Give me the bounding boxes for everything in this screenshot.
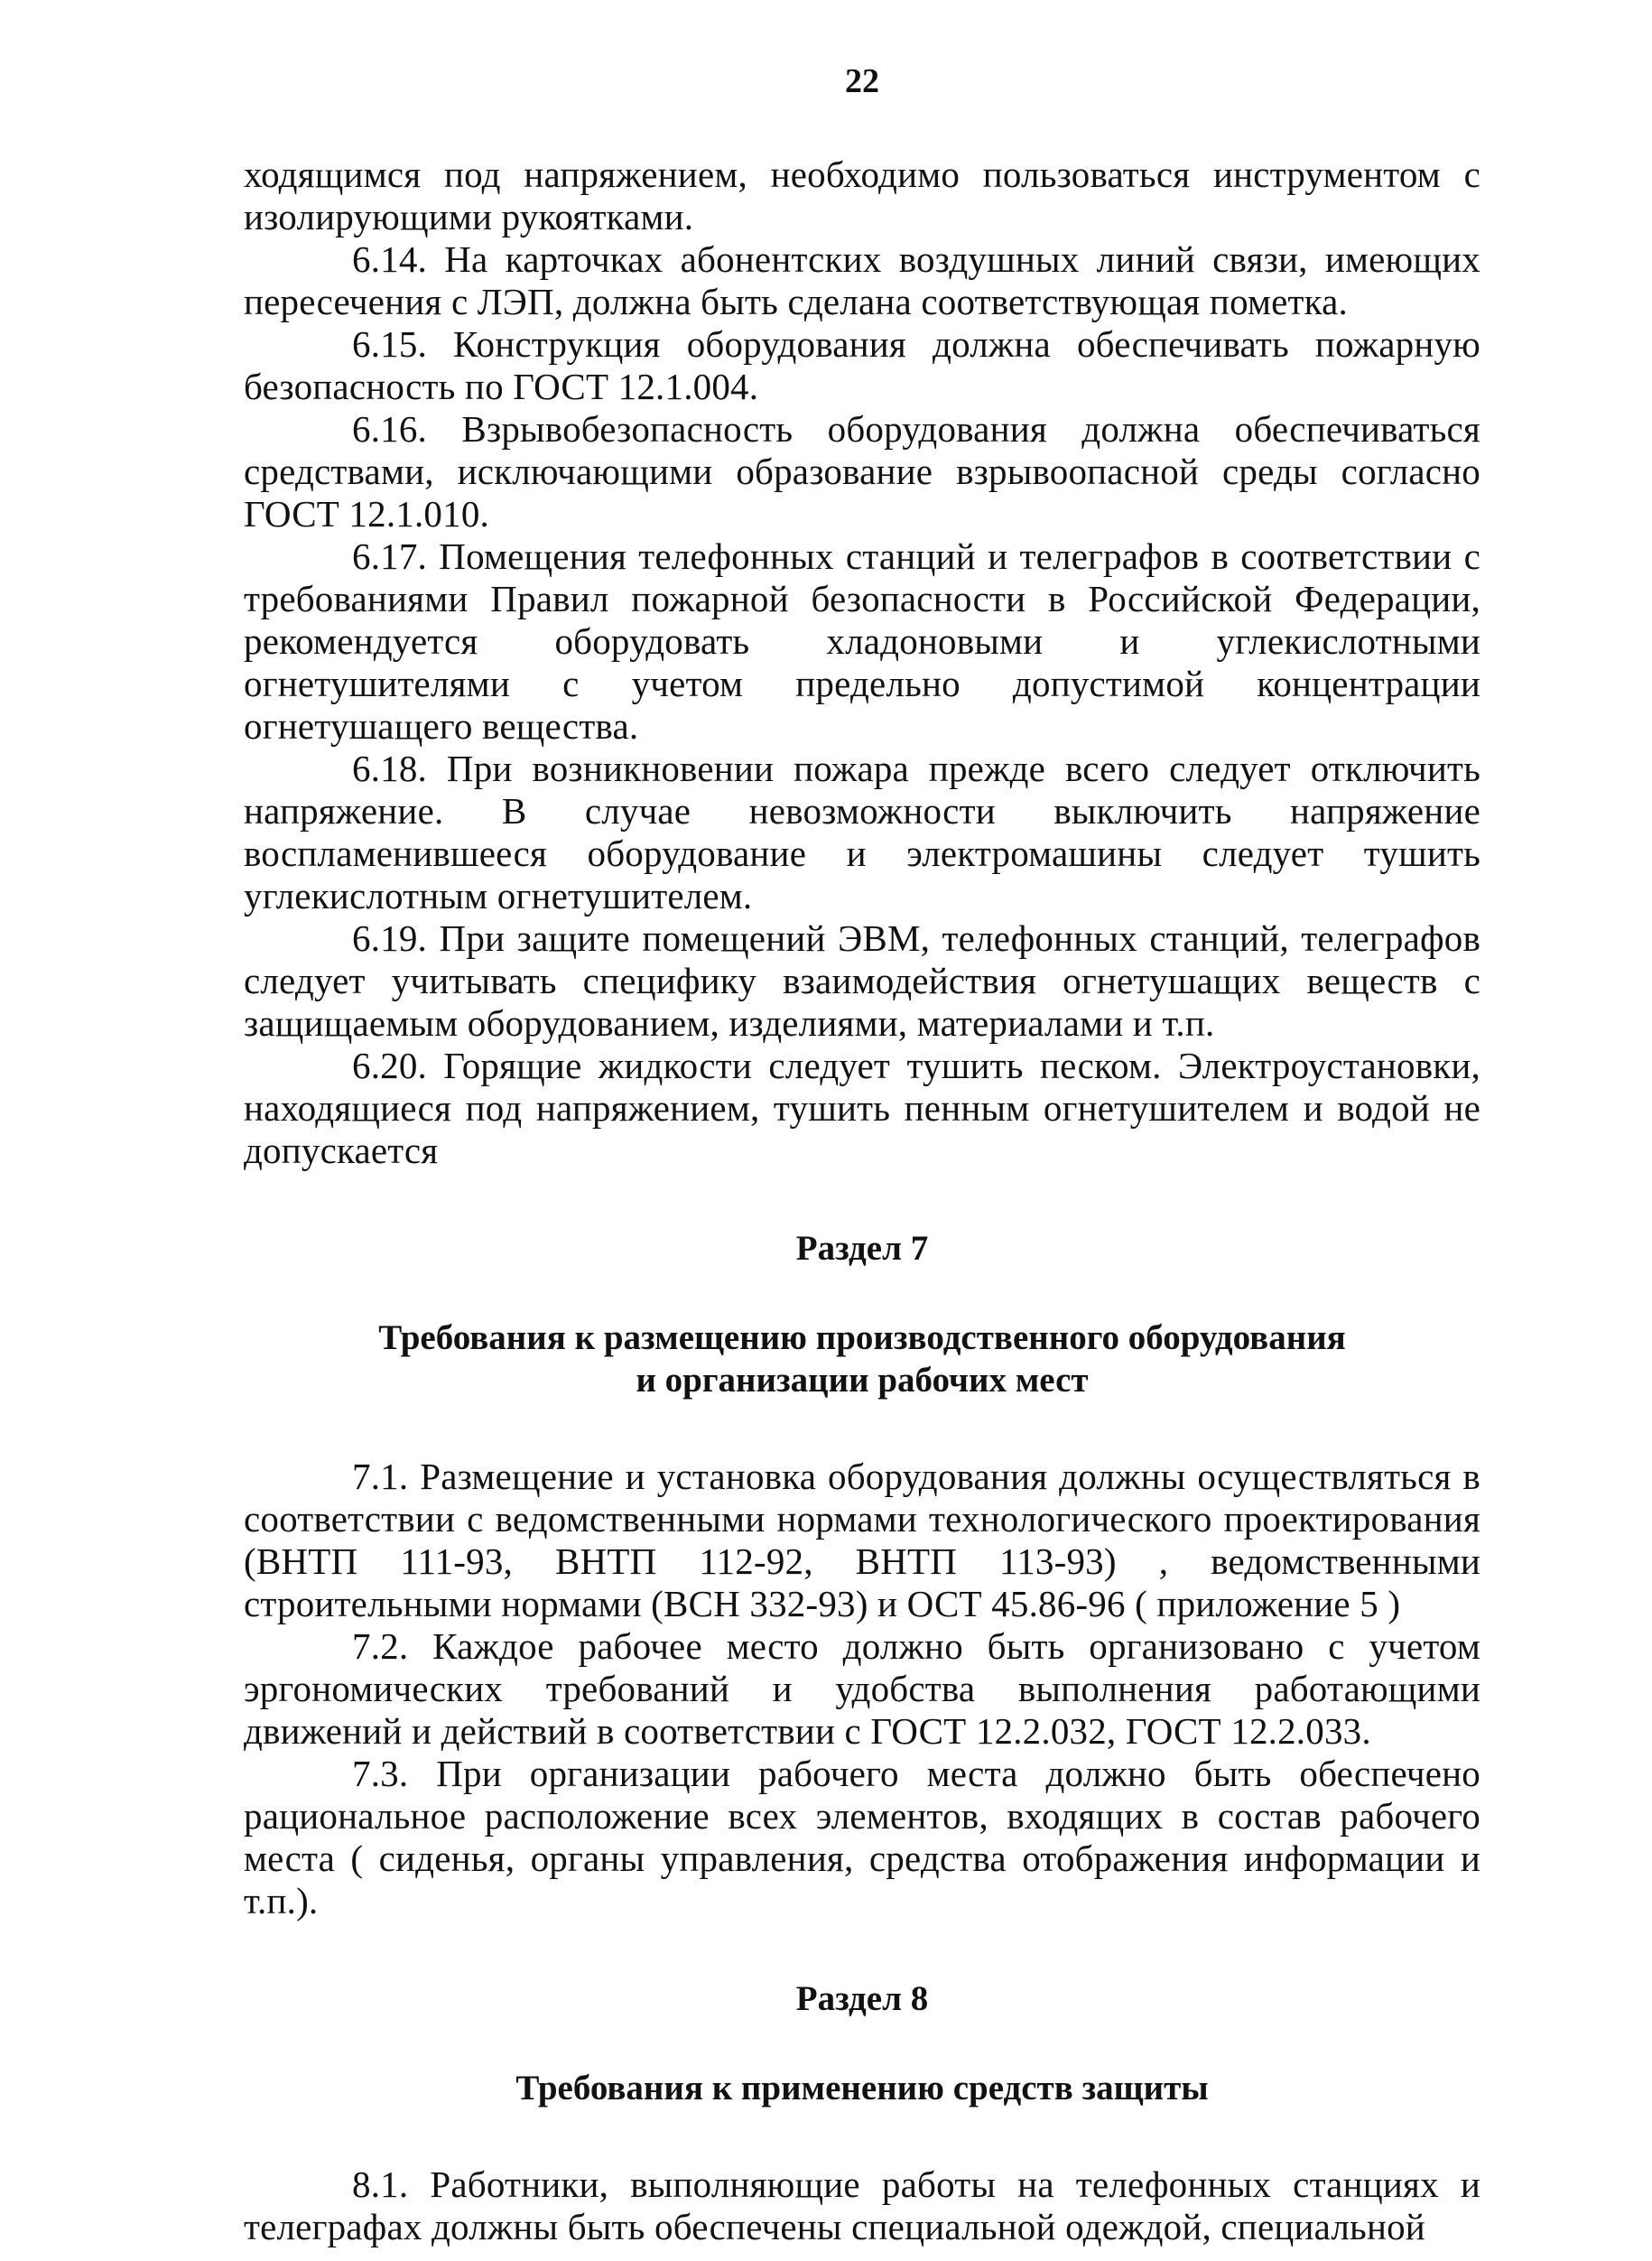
paragraph-8-1: 8.1. Работники, выполняющие работы на телефонных станциях и телеграфах должны быть обеспечены специальной одеждой, специальной — [244, 2163, 1480, 2247]
section-7-heading-line-1: Требования к размещению производственного оборудования — [378, 1318, 1346, 1357]
section-7-title: Раздел 7 — [795, 1229, 929, 1268]
section-8-title: Раздел 8 — [795, 1979, 929, 2018]
document-page — [244, 54, 1480, 2248]
paragraph-6-15: 6.15. Конструкция оборудования должна обеспечивать пожарную безопасность по ГОСТ 12.1.004. — [244, 323, 1480, 407]
paragraph-continuation: ходящимся под напряжением, необходимо пользоваться инструментом с изолирующими рукоятками. — [244, 154, 1480, 237]
paragraph-6-17: 6.17. Помещения телефонных станций и телеграфов в соответствии с требованиями Правил пожарной безопасности в Российской Федерации, рекомендуется оборудовать хладоновыми и углекислотными огнетушителями с учетом предельно допустимой концентрации огнетушащего вещества. — [244, 535, 1480, 747]
paragraph-7-3: 7.3. При организации рабочего места должно быть обеспечено рациональное расположение всех элементов, входящих в состав рабочего места ( сиденья, органы управления, средства отображения информации и т.п.). — [244, 1753, 1480, 1921]
paragraph-6-14: 6.14. На карточках абонентских воздушных линий связи, имеющих пересечения с ЛЭП, должна быть сделана соответствующая пометка. — [244, 238, 1480, 322]
page-number: 22 — [845, 62, 879, 100]
paragraph-7-1: 7.1. Размещение и установка оборудования должны осуществляться в соответствии с ведомственными нормами технологического проектирования (ВНТП 111-93, ВНТП 112-92, ВНТП 113-93) , ведомственными строительными нормами (ВСН 332-93) и ОСТ 45.86-96 ( приложение 5 ) — [244, 1456, 1480, 1624]
paragraph-7-2: 7.2. Каждое рабочее место должно быть организовано с учетом эргономических требований и удобства выполнения работающими движений и действий в соответствии с ГОСТ 12.2.032, ГОСТ 12.2.033. — [244, 1625, 1480, 1752]
paragraph-6-19: 6.19. При защите помещений ЭВМ, телефонных станций, телеграфов следует учитывать специфику взаимодействия огнетушащих веществ с защищаемым оборудованием, изделиями, материалами и т.п. — [244, 917, 1480, 1044]
paragraph-6-18: 6.18. При возникновении пожара прежде всего следует отключить напряжение. В случае невозможности выключить напряжение воспламенившееся оборудование и электромашины следует тушить углекислотным огнетушителем. — [244, 748, 1480, 916]
section-7-heading-line-2: и организации рабочих мест — [636, 1361, 1089, 1400]
paragraph-6-16: 6.16. Взрывобезопасность оборудования должна обеспечиваться средствами, исключающими образование взрывоопасной среды согласно ГОСТ 12.1.010. — [244, 408, 1480, 535]
section-7-heading — [244, 1317, 1480, 1401]
paragraph-6-20: 6.20. Горящие жидкости следует тушить песком. Электроустановки, находящиеся под напряжением, тушить пенным огнетушителем и водой не допускается — [244, 1045, 1480, 1171]
section-8-heading: Требования к применению средств защиты — [515, 2069, 1209, 2107]
